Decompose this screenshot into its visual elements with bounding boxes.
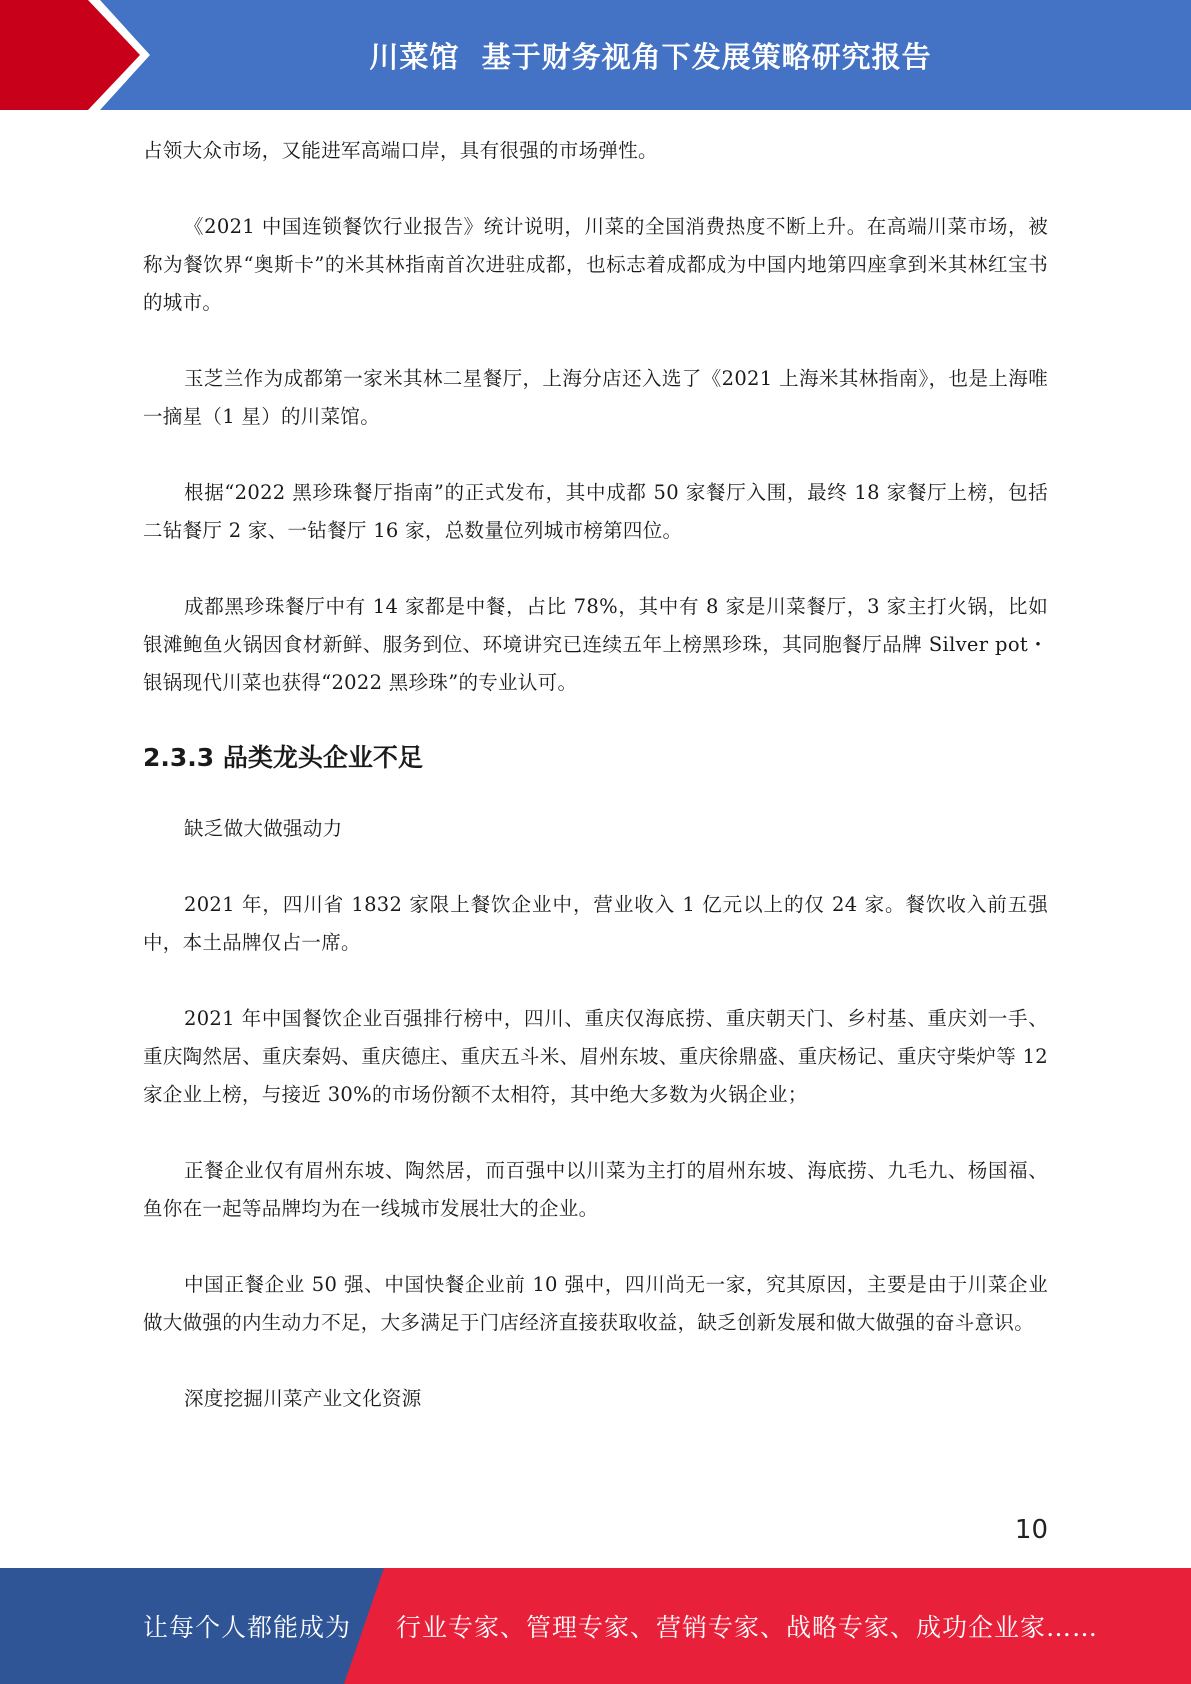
page-header [0,0,1191,110]
report-title: 川菜馆 基于财务视角下发展策略研究报告 [369,39,932,74]
subheading: 深度挖掘川菜产业文化资源 [184,1387,422,1410]
paragraph: 中国正餐企业 50 强、中国快餐企业前 10 强中，四川尚无一家，究其原因，主要是由于川菜企业做大做强的内生动力不足，大多满足于门店经济直接获取收益，缺乏创新发展和做大做强的奋斗意识。 [143,1273,1048,1334]
footer-slogan-left: 让每个人都能成为 [143,1613,352,1642]
document-body [143,132,1048,1456]
paragraph: 根据“2022 黑珍珠餐厅指南”的正式发布，其中成都 50 家餐厅入围，最终 18 家餐厅上榜，包括二钻餐厅 2 家、一钻餐厅 16 家，总数量位列城市榜第四位。 [143,481,1048,542]
paragraph: 2021 年中国餐饮企业百强排行榜中，四川、重庆仅海底捞、重庆朝天门、乡村基、重庆刘一手、重庆陶然居、重庆秦妈、重庆德庄、重庆五斗米、眉州东坡、重庆徐鼎盛、重庆杨记、重庆守柴炉等 12 家企业上榜，与接近 30%的市场份额不太相符，其中绝大多数为火锅企业； [143,1007,1048,1106]
paragraph: 2021 年，四川省 1832 家限上餐饮企业中，营业收入 1 亿元以上的仅 24 家。餐饮收入前五强中，本土品牌仅占一席。 [143,893,1048,954]
footer-slogan-right: 行业专家、管理专家、营销专家、战略专家、成功企业家…… [396,1613,1099,1642]
section-heading: 2.3.3 品类龙头企业不足 [143,743,423,772]
paragraph: 占领大众市场，又能进军高端口岸，具有很强的市场弹性。 [143,139,658,162]
paragraph: 正餐企业仅有眉州东坡、陶然居，而百强中以川菜为主打的眉州东坡、海底捞、九毛九、杨国福、鱼你在一起等品牌均为在一线城市发展壮大的企业。 [143,1159,1048,1220]
paragraph: 成都黑珍珠餐厅中有 14 家都是中餐，占比 78%，其中有 8 家是川菜餐厅，3 家主打火锅，比如银滩鲍鱼火锅因食材新鲜、服务到位、环境讲究已连续五年上榜黑珍珠，其同胞餐厅品牌 Silver pot・银锅现代川菜也获得“2022 黑珍珠”的专业认可。 [143,595,1048,694]
header-arrow-decoration [0,0,160,110]
paragraph: 玉芝兰作为成都第一家米其林二星餐厅，上海分店还入选了《2021 上海米其林指南》，也是上海唯一摘星（1 星）的川菜馆。 [143,367,1048,428]
subheading: 缺乏做大做强动力 [184,817,343,840]
paragraph: 《2021 中国连锁餐饮行业报告》统计说明，川菜的全国消费热度不断上升。在高端川菜市场，被称为餐饮界“奥斯卡”的米其林指南首次进驻成都，也标志着成都成为中国内地第四座拿到米其林红宝书的城市。 [143,215,1048,314]
page-number: 10 [1014,1515,1048,1545]
page-footer [0,1568,1191,1684]
